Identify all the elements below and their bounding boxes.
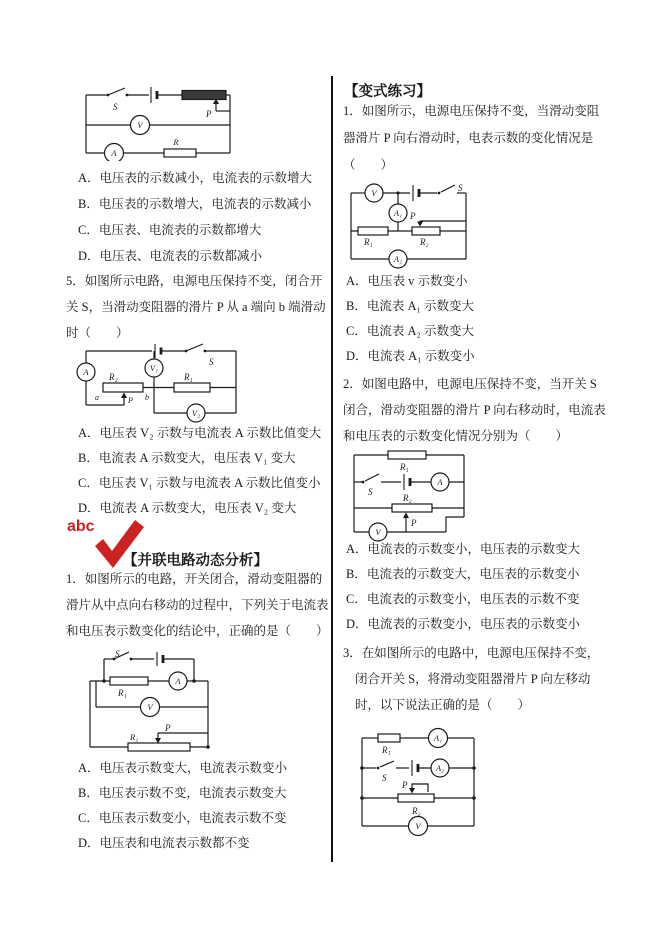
question-line: 1．如图所示的电路，开关闭合，滑动变阻器的: [66, 572, 323, 586]
question-line: 和电压表示数变化的结论中，正确的是（ ）: [66, 624, 329, 638]
ammeter-label: A: [437, 477, 443, 487]
voltmeter-label: V: [137, 120, 143, 130]
terminal-a-label: a: [95, 393, 99, 402]
resistor1-label: R₁: [118, 688, 127, 698]
option-line: D．电流表 A₁ 示数变小: [346, 349, 475, 363]
question-line: 和电压表的示数变化情况分别为（ ）: [343, 429, 569, 443]
slider-label: P: [402, 780, 408, 790]
ammeter-label: A: [175, 676, 181, 686]
question-line: 关 S，当滑动变阻器的滑片 P 从 a 端向 b 端滑动: [66, 300, 326, 314]
terminal-b-label: b: [145, 393, 149, 402]
circuit-diagram-var-q3: [352, 726, 487, 838]
option-line: A．电流表的示数变小，电压表的示数变大: [346, 542, 581, 556]
circuit-diagram-series-1: [78, 83, 236, 161]
ammeter2-label: A₂: [393, 254, 403, 264]
option-line: D．电压表、电流表的示数都减小: [78, 249, 263, 263]
option-line: D．电压表和电流表示数都不变: [78, 836, 250, 850]
question-line: 滑片从中点向右移动的过程中，下列关于电流表: [66, 598, 329, 612]
voltmeter-label: V: [147, 702, 153, 712]
ammeter2-label: A₂: [435, 763, 445, 773]
slider-label: P: [165, 723, 171, 733]
option-line: C．电压表、电流表的示数都增大: [78, 223, 262, 237]
switch-label: S: [382, 773, 387, 783]
rheostat-label: R₂: [420, 237, 429, 247]
option-line: B．电压表的示数增大，电流表的示数减小: [78, 197, 312, 211]
voltmeter-label: V: [371, 188, 377, 198]
question-line: 2．如图电路中，电源电压保持不变，当开关 S: [343, 377, 597, 391]
option-line: D．电流表 A 示数变大，电压表 V₂ 变大: [78, 501, 297, 515]
circuit-diagram-q5: [76, 341, 246, 426]
option-line: A．电压表 V₂ 示数与电流表 A 示数比值变大: [78, 426, 322, 440]
option-line: B．电流表 A 示数变大，电压表 V₁ 变大: [78, 451, 296, 465]
ammeter-label: A: [83, 367, 89, 377]
question-line: 器滑片 P 向右滑动时，电表示数的变化情况是: [343, 131, 594, 145]
question-line: 时，以下说法正确的是（ ）: [355, 698, 531, 712]
slider-label: P: [411, 518, 417, 528]
question-line: 闭合开关 S，将滑动变阻器滑片 P 向左移动: [355, 672, 591, 686]
voltmeter-label: V: [375, 527, 381, 537]
ammeter1-label: A₁: [393, 208, 403, 218]
circuit-diagram-parallel-q1: [84, 649, 219, 761]
resistor1-label: R₁: [364, 237, 373, 247]
rheostat-label: R₂: [109, 372, 118, 382]
question-line: 时（ ）: [66, 326, 129, 340]
question-line: 闭合，滑动变阻器的滑片 P 向右移动时，电流表: [343, 403, 606, 417]
ammeter-label: A: [111, 148, 117, 158]
resistor-label: R: [173, 137, 179, 147]
rheostat-label: R₂: [130, 732, 139, 742]
ammeter1-label: A₁: [433, 733, 443, 743]
slider-label: P: [410, 211, 416, 221]
question-line: 1．如图所示，电源电压保持不变，当滑动变阻: [343, 104, 600, 118]
question-line: 5．如图所示电路，电源电压保持不变，闭合开: [66, 274, 323, 288]
resistor1-label: R₁: [400, 462, 409, 472]
option-line: C．电流表的示数变小，电压表的示数不变: [346, 592, 580, 606]
circuit-diagram-var-q2: [348, 447, 478, 542]
voltmeter2-label: V₂: [191, 408, 201, 418]
slider-label: P: [128, 396, 133, 405]
option-line: C．电流表 A₂ 示数变大: [346, 324, 474, 338]
abc-logo-text: abc: [67, 518, 95, 535]
switch-label: S: [115, 649, 120, 659]
option-line: A．电压表 v 示数变小: [346, 274, 468, 288]
question-line: （ ）: [343, 158, 394, 172]
switch-label: S: [368, 487, 373, 497]
option-line: B．电压表示数不变，电流表示数变大: [78, 786, 287, 800]
option-line: B．电流表 A₁ 示数变大: [346, 299, 474, 313]
switch-label: S: [113, 102, 118, 112]
switch-label: S: [209, 357, 214, 367]
option-line: A．电压表示数变大，电流表示数变小: [78, 761, 288, 775]
switch-label: S: [458, 183, 463, 193]
column-divider: [331, 76, 333, 862]
section-header-variation: 【变式练习】: [344, 84, 431, 100]
option-line: B．电流表的示数变大，电压表的示数变小: [346, 567, 580, 581]
option-line: A．电压表的示数减小，电流表的示数增大: [78, 171, 313, 185]
option-line: C．电压表 V₁ 示数与电流表 A 示数比值变小: [78, 476, 321, 490]
voltmeter1-label: V₁: [149, 363, 159, 373]
resistor1-label: R₁: [382, 745, 391, 755]
section-header-parallel: 【并联电路动态分析】: [123, 553, 268, 569]
resistor1-label: R₁: [184, 372, 193, 382]
rheostat-label: R₂: [403, 493, 412, 503]
slider-label: P: [206, 109, 212, 119]
question-line: 3．在如图所示的电路中，电源电压保持不变，: [343, 646, 600, 660]
option-line: D．电流表的示数变小，电压表的示数变小: [346, 617, 581, 631]
rheostat-label: R₂: [412, 806, 421, 816]
option-line: C．电压表示数变小，电流表示数不变: [78, 811, 287, 825]
circuit-diagram-var-q1: [346, 181, 476, 269]
voltmeter-label: V: [415, 821, 421, 831]
